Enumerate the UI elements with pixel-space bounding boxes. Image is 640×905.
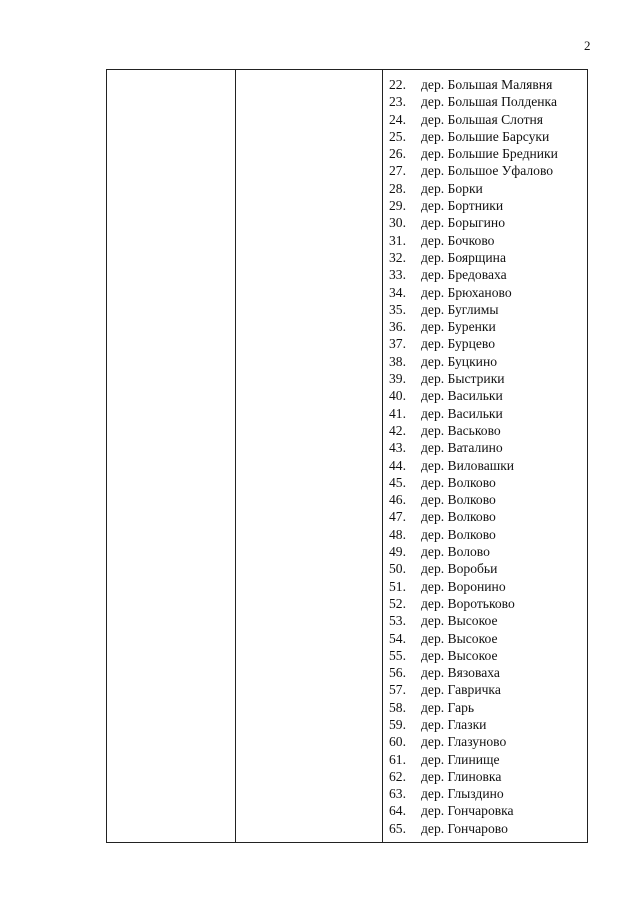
list-item: [389, 560, 558, 577]
item-number: 60.: [389, 734, 406, 750]
list-item: [389, 145, 558, 162]
item-number: 41.: [389, 405, 406, 421]
list-item: [389, 214, 558, 231]
list-item: [389, 699, 558, 716]
item-number: 40.: [389, 388, 406, 404]
item-name: дер. Гавричка: [421, 682, 501, 698]
item-number: 28.: [389, 180, 406, 196]
list-item: [389, 768, 558, 785]
item-number: 29.: [389, 198, 406, 214]
item-name: дер. Волково: [421, 509, 496, 525]
item-name: дер. Гарь: [421, 699, 475, 715]
item-name: дер. Воронино: [421, 578, 506, 594]
list-item: [389, 128, 558, 145]
item-name: дер. Васильки: [421, 405, 503, 421]
item-name: дер. Глазуново: [421, 734, 507, 750]
item-name: дер. Волово: [421, 544, 490, 560]
item-number: 39.: [389, 371, 406, 387]
list-item: [389, 266, 558, 283]
item-number: 27.: [389, 163, 406, 179]
item-name: дер. Большая Полденка: [421, 94, 557, 110]
item-number: 45.: [389, 474, 406, 490]
item-name: дер. Бортники: [421, 198, 504, 214]
list-item: [389, 612, 558, 629]
item-number: 62.: [389, 768, 406, 784]
item-number: 26.: [389, 146, 406, 162]
list-item: [389, 301, 558, 318]
item-name: дер. Бурцево: [421, 336, 496, 352]
item-name: дер. Васильки: [421, 388, 503, 404]
list-item: [389, 180, 558, 197]
list-item: [389, 595, 558, 612]
item-name: дер. Буглимы: [421, 301, 499, 317]
item-number: 24.: [389, 111, 406, 127]
item-number: 51.: [389, 578, 406, 594]
list-item: [389, 318, 558, 335]
list-item: [389, 232, 558, 249]
item-name: дер. Бредоваха: [421, 267, 507, 283]
item-number: 30.: [389, 215, 406, 231]
column-divider-2: [382, 70, 383, 842]
list-item: [389, 387, 558, 404]
list-item: [389, 802, 558, 819]
item-number: 50.: [389, 561, 406, 577]
item-name: дер. Буцкино: [421, 353, 498, 369]
item-name: дер. Большая Малявня: [421, 77, 553, 92]
item-number: 54.: [389, 630, 406, 646]
item-name: дер. Волково: [421, 492, 496, 508]
item-number: 42.: [389, 422, 406, 438]
item-number: 63.: [389, 786, 406, 802]
list-item: [389, 249, 558, 266]
list-item: [389, 716, 558, 733]
item-number: 31.: [389, 232, 406, 248]
item-number: 58.: [389, 699, 406, 715]
list-item: [389, 785, 558, 802]
list-item: [389, 543, 558, 560]
item-name: дер. Высокое: [421, 647, 498, 663]
settlement-list: [389, 76, 558, 837]
item-name: дер. Высокое: [421, 630, 498, 646]
list-item: [389, 197, 558, 214]
item-name: дер. Боярщина: [421, 249, 506, 265]
item-name: дер. Васьково: [421, 422, 501, 438]
item-number: 49.: [389, 544, 406, 560]
list-item: [389, 508, 558, 525]
item-name: дер. Высокое: [421, 613, 498, 629]
item-name: дер. Большая Слотня: [421, 111, 544, 127]
list-item: [389, 664, 558, 681]
item-number: 59.: [389, 716, 406, 732]
list-item: [389, 405, 558, 422]
list-item: [389, 353, 558, 370]
item-number: 56.: [389, 665, 406, 681]
item-name: дер. Большие Бредники: [421, 146, 558, 162]
list-item: [389, 457, 558, 474]
item-number: 37.: [389, 336, 406, 352]
item-name: дер. Воротьково: [421, 595, 515, 611]
list-item: [389, 439, 558, 456]
list-item: [389, 111, 558, 128]
list-item: [389, 474, 558, 491]
list-item: [389, 647, 558, 664]
item-number: 32.: [389, 249, 406, 265]
item-name: дер. Гончаровка: [421, 803, 514, 819]
column-divider-1: [235, 70, 236, 842]
list-item: [389, 751, 558, 768]
item-name: дер. Борки: [421, 180, 483, 196]
item-name: дер. Борыгино: [421, 215, 505, 231]
list-item: [389, 335, 558, 352]
document-table: [106, 69, 588, 843]
list-item: [389, 733, 558, 750]
item-number: 48.: [389, 526, 406, 542]
item-number: 44.: [389, 457, 406, 473]
list-item: [389, 578, 558, 595]
item-number: 61.: [389, 751, 406, 767]
item-name: дер. Ваталино: [421, 440, 503, 456]
item-number: 43.: [389, 440, 406, 456]
item-name: дер. Бочково: [421, 232, 495, 248]
item-number: 55.: [389, 647, 406, 663]
list-item: [389, 76, 558, 93]
item-name: дер. Волково: [421, 474, 496, 490]
item-number: 22.: [389, 77, 406, 92]
item-name: дер. Глазки: [421, 716, 487, 732]
list-item: [389, 284, 558, 301]
list-item: [389, 630, 558, 647]
item-number: 36.: [389, 319, 406, 335]
item-name: дер. Быстрики: [421, 371, 505, 387]
item-number: 23.: [389, 94, 406, 110]
item-name: дер. Буренки: [421, 319, 496, 335]
item-name: дер. Брюханово: [421, 284, 512, 300]
list-item: [389, 93, 558, 110]
item-name: дер. Волково: [421, 526, 496, 542]
item-number: 25.: [389, 128, 406, 144]
item-number: 33.: [389, 267, 406, 283]
item-name: дер. Виловашки: [421, 457, 515, 473]
item-name: дер. Большие Барсуки: [421, 128, 550, 144]
list-item: [389, 370, 558, 387]
item-name: дер. Глыздино: [421, 786, 504, 802]
item-name: дер. Воробьи: [421, 561, 498, 577]
item-number: 52.: [389, 595, 406, 611]
item-number: 53.: [389, 613, 406, 629]
list-item: [389, 681, 558, 698]
list-item: [389, 820, 558, 837]
item-number: 34.: [389, 284, 406, 300]
list-item: [389, 526, 558, 543]
item-number: 38.: [389, 353, 406, 369]
list-item: [389, 422, 558, 439]
item-number: 65.: [389, 820, 406, 836]
page-number: 2: [584, 38, 591, 53]
list-item: [389, 162, 558, 179]
item-name: дер. Глиновка: [421, 768, 502, 784]
item-name: дер. Гончарово: [421, 820, 508, 836]
item-number: 64.: [389, 803, 406, 819]
item-number: 35.: [389, 301, 406, 317]
item-number: 57.: [389, 682, 406, 698]
item-name: дер. Вязоваха: [421, 665, 500, 681]
item-name: дер. Большое Уфалово: [421, 163, 554, 179]
item-name: дер. Глинище: [421, 751, 500, 767]
item-number: 46.: [389, 492, 406, 508]
list-item: [389, 491, 558, 508]
item-number: 47.: [389, 509, 406, 525]
